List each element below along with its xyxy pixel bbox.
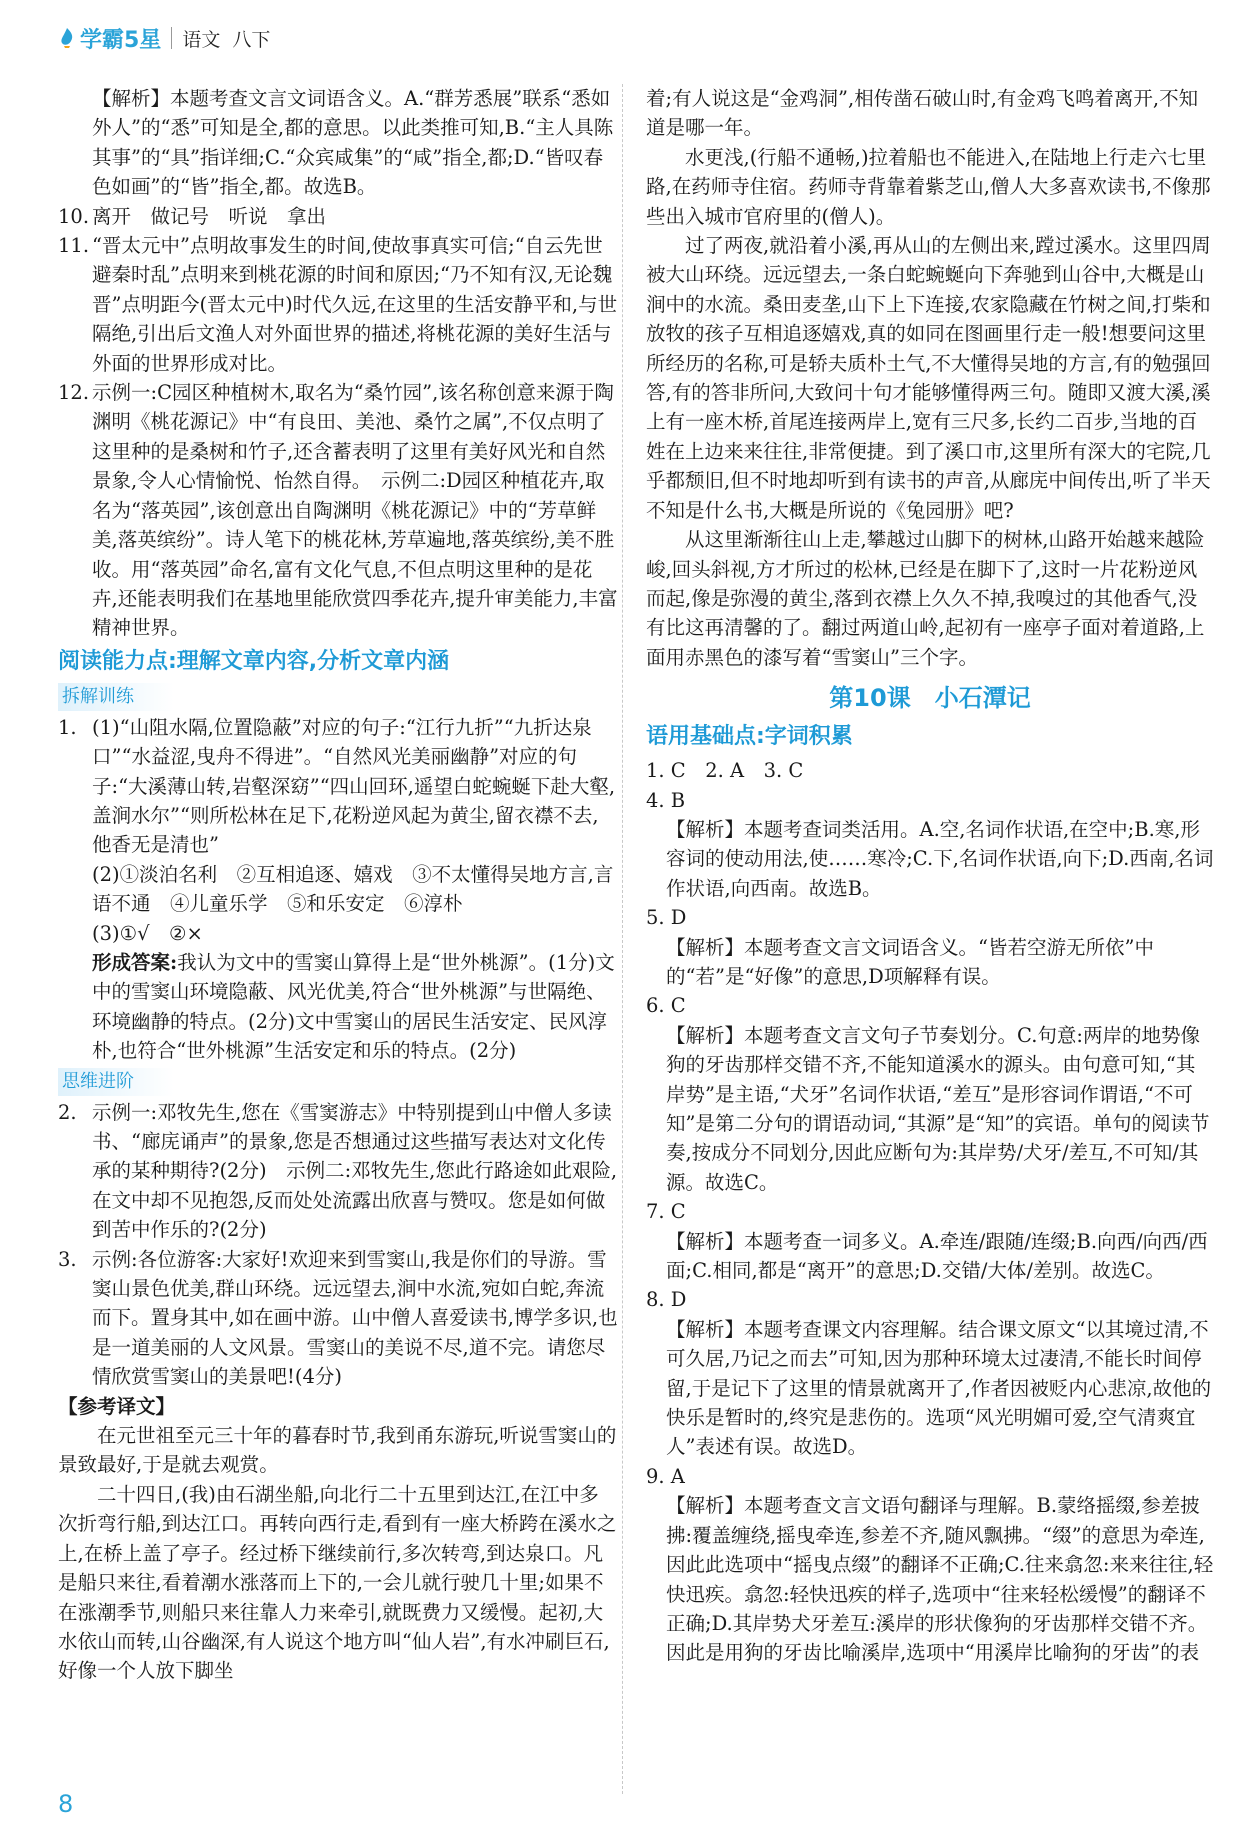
answer-number: 1. — [58, 715, 77, 739]
answer-line: 7. C — [646, 1200, 686, 1224]
answer-10 — [58, 202, 618, 231]
answer-part: (1)“山阻水隔,位置隐蔽”对应的句子:“江行九折”“九折达泉口”“水益涩,曳舟不得进”。“自然风光美丽幽静”对应的句子:“大溪薄山转,岩壑深窈”“四山回环,遥望白蛇蜿蜒下赴大壑,盖涧水尔”“则所松林在足下,花粉逆风起为黄尘,留衣襟不去,他香无是清也” — [92, 715, 616, 857]
page-header — [58, 18, 270, 58]
analysis-paragraph: 【解析】本题考查词类活用。A.空,名词作状语,在空中;B.寒,形容词的使动用法,使……寒冷;C.下,名词作状语,向下;D.西南,名词作状语,向西南。故选B。 — [666, 817, 1214, 900]
answer-number: 3. — [58, 1247, 77, 1271]
reading-answer-2 — [58, 1098, 618, 1245]
subject-label: 语文 — [182, 28, 221, 51]
answer-number: 12. — [58, 381, 90, 405]
answer-text: 离开 做记号 听说 拿出 — [92, 204, 327, 228]
answer-text: 示例一:C园区种植树木,取名为“桑竹园”,该名称创意来源于陶渊明《桃花源记》中“有良田、美池、桑竹之属”,不仅点明了这里种的是桑树和竹子,还含蓄表明了这里有美好风光和自然景象,令人心情愉悦、怡然自得。 示例二:D园区种植花卉,取名为“落英园”,该创意出自陶渊明《桃花源记》中的“芳草鲜美,落英缤纷”。诗人笔下的桃花林,芳草遍地,落英缤纷,美不胜收。用“落英园”命名,富有文化气息,不但点明这里种的是花卉,还能表明我们在基地里能欣赏四季花卉,提升审美能力,丰富精神世界。 — [92, 381, 618, 640]
answer-number: 10. — [58, 204, 90, 228]
analysis-paragraph: 【解析】本题考查课文内容理解。结合课文原文“以其境过清,不可久居,乃记之而去”可知,因为那种环境太过凄清,不能长时间停留,于是记下了这里的情景就离开了,作者因被贬内心悲凉,故他的快乐是暂时的,终究是悲伤的。选项“风光明媚可爱,空气清爽宜人”表述有误。故选D。 — [666, 1317, 1212, 1459]
analysis-paragraph: 【解析】本题考查一词多义。A.牵连/跟随/连缀;B.向西/向西/西面;C.相同,都是“离开”的意思;D.交错/大体/差别。故选C。 — [666, 1229, 1208, 1283]
translation-paragraph: 水更浅,(行船不通畅,)拉着船也不能进入,在陆地上行走六七里路,在药师寺住宿。药师寺背靠着紫芝山,僧人大多喜欢读书,不像那些出入城市官府里的(僧人)。 — [646, 145, 1211, 228]
translation-paragraph: 着;有人说这是“金鸡洞”,相传凿石破山时,有金鸡飞鸣着离开,不知道是哪一年。 — [646, 87, 1199, 140]
answer-part: (2)①淡泊名利 ②互相追逐、嬉戏 ③不太懂得吴地方言,言语不通 ④儿童乐学 ⑤和乐安定 ⑥淳朴 — [92, 862, 614, 916]
logo-text: 学霸5星 — [80, 27, 162, 53]
analysis-paragraph: 【解析】本题考查文言文词语含义。“皆若空游无所依”中的“若”是“好像”的意思,D项解释有误。 — [666, 935, 1154, 988]
analysis-paragraph: 【解析】本题考查文言文语句翻译与理解。B.蒙络摇缀,参差披拂:覆盖缠绕,摇曳牵连,参差不齐,随风飘拂。“缀”的意思为牵连,因此此选项中“摇曳点缀”的翻译不正确;C.往来翕忽:来来往往,轻快迅疾。翕忽:轻快迅疾的样子,选项中“往来轻松缓慢”的翻译不正确;D.其岸势犬牙差互:溪岸的形状像狗的牙齿那样交错不齐。因此是用狗的牙齿比喻溪岸,选项中“用溪岸比喻狗的牙齿”的表 — [666, 1494, 1214, 1665]
analysis-paragraph: 【解析】本题考查文言文句子节奏划分。C.句意:两岸的地势像狗的牙齿那样交错不齐,不能知道溪水的源头。由句意可知,“其岸势”是主语,“犬牙”名词作状语,“差互”是形容词作谓语,“不可知”是第二分句的谓语动词,“其源”是“知”的宾语。单句的阅读节奏,按成分不同划分,因此应断句为:其岸势/犬牙/差互,不可知/其源。故选C。 — [666, 1023, 1210, 1194]
subsection-heading: 思维进阶 — [58, 1068, 174, 1096]
formed-answer-label: 形成答案: — [92, 950, 178, 974]
answer-body — [92, 713, 618, 1066]
answer-line: 5. D — [646, 906, 687, 930]
reference-title: 【参考译文】 — [58, 1394, 176, 1418]
translation-paragraph: 过了两夜,就沿着小溪,再从山的左侧出来,蹚过溪水。这里四周被大山环绕。远远望去,一条白蛇蜿蜒向下奔驰到山谷中,大概是山涧中的水流。桑田麦垄,山下上下连接,农家隐藏在竹树之间,打柴和放牧的孩子互相追逐嬉戏,真的如同在图画里行走一般!想要问这里所经历的名称,可是轿夫质朴土气,不大懂得吴地的方言,有的勉强回答,有的答非所问,大致问十句才能够懂得两三句。随即又渡大溪,溪上有一座木桥,首尾连接两岸上,宽有三尺多,长约二百步,当地的百姓在上边来来往往,非常便捷。到了溪口市,这里所有深大的宅院,几乎都颓旧,但不时地却听到有读书的声音,从廊庑中间传出,听了半天不知是什么书,大概是所说的《兔园册》吧? — [646, 234, 1211, 522]
column-divider — [622, 84, 623, 1794]
answer-line: 8. D — [646, 1288, 687, 1312]
brand-logo — [58, 23, 161, 54]
subsection-heading: 拆解训练 — [58, 683, 174, 711]
analysis-paragraph: 【解析】本题考查文言文词语含义。A.“群芳悉展”联系“悉如外人”的“悉”可知是全,都的意思。以此类推可知,B.“主人具陈其事”的“具”指详细;C.“众宾咸集”的“咸”指全,都;D.“皆叹春色如画”的“皆”指全,都。故选B。 — [92, 87, 614, 199]
translation-paragraph: 从这里渐渐往山上走,攀越过山脚下的树林,山路开始越来越险峻,回头斜视,方才所过的松林,已经是在脚下了,这时一片花粉逆风而起,像是弥漫的黄尘,落到衣襟上久久不掉,我嗅过的其他香气,没有比这再清馨的了。翻过两道山岭,起初有一座亭子面对着道路,上面用赤黑色的漆写着“雪窦山”三个字。 — [646, 528, 1205, 669]
answer-text: 示例:各位游客:大家好!欢迎来到雪窦山,我是你们的导游。雪窦山景色优美,群山环绕。远远望去,涧中水流,宛如白蛇,奔流而下。置身其中,如在画中游。山中僧人喜爱读书,博学多识,也是一道美丽的人文风景。雪窦山的美说不尽,道不完。请您尽情欣赏雪窦山的美景吧!(4分) — [92, 1247, 618, 1389]
section-heading: 阅读能力点:理解文章内容,分析文章内涵 — [58, 648, 450, 674]
reading-answer-1 — [58, 713, 618, 1066]
formed-answer-text: 我认为文中的雪窦山算得上是“世外桃源”。(1分)文中的雪窦山环境隐蔽、风光优美,符合“世外桃源”与世隔绝、环境幽静的特点。(2分)文中雪窦山的居民生活安定、民风淳朴,也符合“世外桃源”生活安定和乐的特点。(2分) — [92, 950, 615, 1063]
lesson-title: 第10课 小石潭记 — [829, 684, 1031, 713]
answer-number: 11. — [58, 234, 90, 258]
answer-part: (3)①√ ②× — [92, 921, 203, 945]
answer-12 — [58, 378, 618, 643]
answer-text: “晋太元中”点明故事发生的时间,使故事真实可信;“自云先世避秦时乱”点明来到桃花源的时间和原因;“乃不知有汉,无论魏晋”点明距今(晋太元中)时代久远,在这里的生活安静平和,与世隔绝,引出后文渔人对外面世界的描述,将桃花源的美好生活与外面的世界形成对比。 — [92, 234, 618, 375]
logo-icon — [58, 27, 76, 49]
answer-number: 2. — [58, 1100, 77, 1124]
answer-line: 1. C 2. A 3. C — [646, 759, 804, 783]
grade-label: 八下 — [232, 28, 271, 51]
answer-line: 9. A — [646, 1464, 685, 1488]
answer-line: 6. C — [646, 994, 686, 1018]
translation-paragraph: 二十四日,(我)由石湖坐船,向北行二十五里到达江,在江中多次折弯行船,到达江口。再转向西行走,看到有一座大桥跨在溪水之上,在桥上盖了亭子。经过桥下继续前行,多次转弯,到达泉口。凡是船只来往,看着潮水涨落而上下的,一会儿就行驶几十里;如果不在涨潮季节,则船只来往靠人力来牵引,就既费力又缓慢。起初,大水依山而转,山谷幽深,有人说这个地方叫“仙人岩”,有水冲刷巨石,好像一个人放下脚坐 — [58, 1482, 617, 1683]
answer-11 — [58, 231, 618, 378]
page-number: 8 — [58, 1790, 74, 1818]
left-column — [58, 84, 618, 1686]
header-divider — [171, 27, 172, 49]
reading-answer-3 — [58, 1245, 618, 1392]
formed-answer — [92, 948, 618, 1066]
answer-line: 4. B — [646, 788, 686, 812]
section-heading: 语用基础点:字词积累 — [646, 724, 853, 750]
right-column — [646, 84, 1214, 1668]
translation-paragraph: 在元世祖至元三十年的暮春时节,我到甬东游玩,听说雪窦山的景致最好,于是就去观赏。 — [58, 1424, 617, 1477]
answer-text: 示例一:邓牧先生,您在《雪窦游志》中特别提到山中僧人多读书、“廊庑诵声”的景象,您是否想通过这些描写表达对文化传承的某种期待?(2分) 示例二:邓牧先生,您此行路途如此艰险,在文中却不见抱怨,反而处处流露出欣喜与赞叹。您是如何做到苦中作乐的?(2分) — [92, 1100, 618, 1242]
